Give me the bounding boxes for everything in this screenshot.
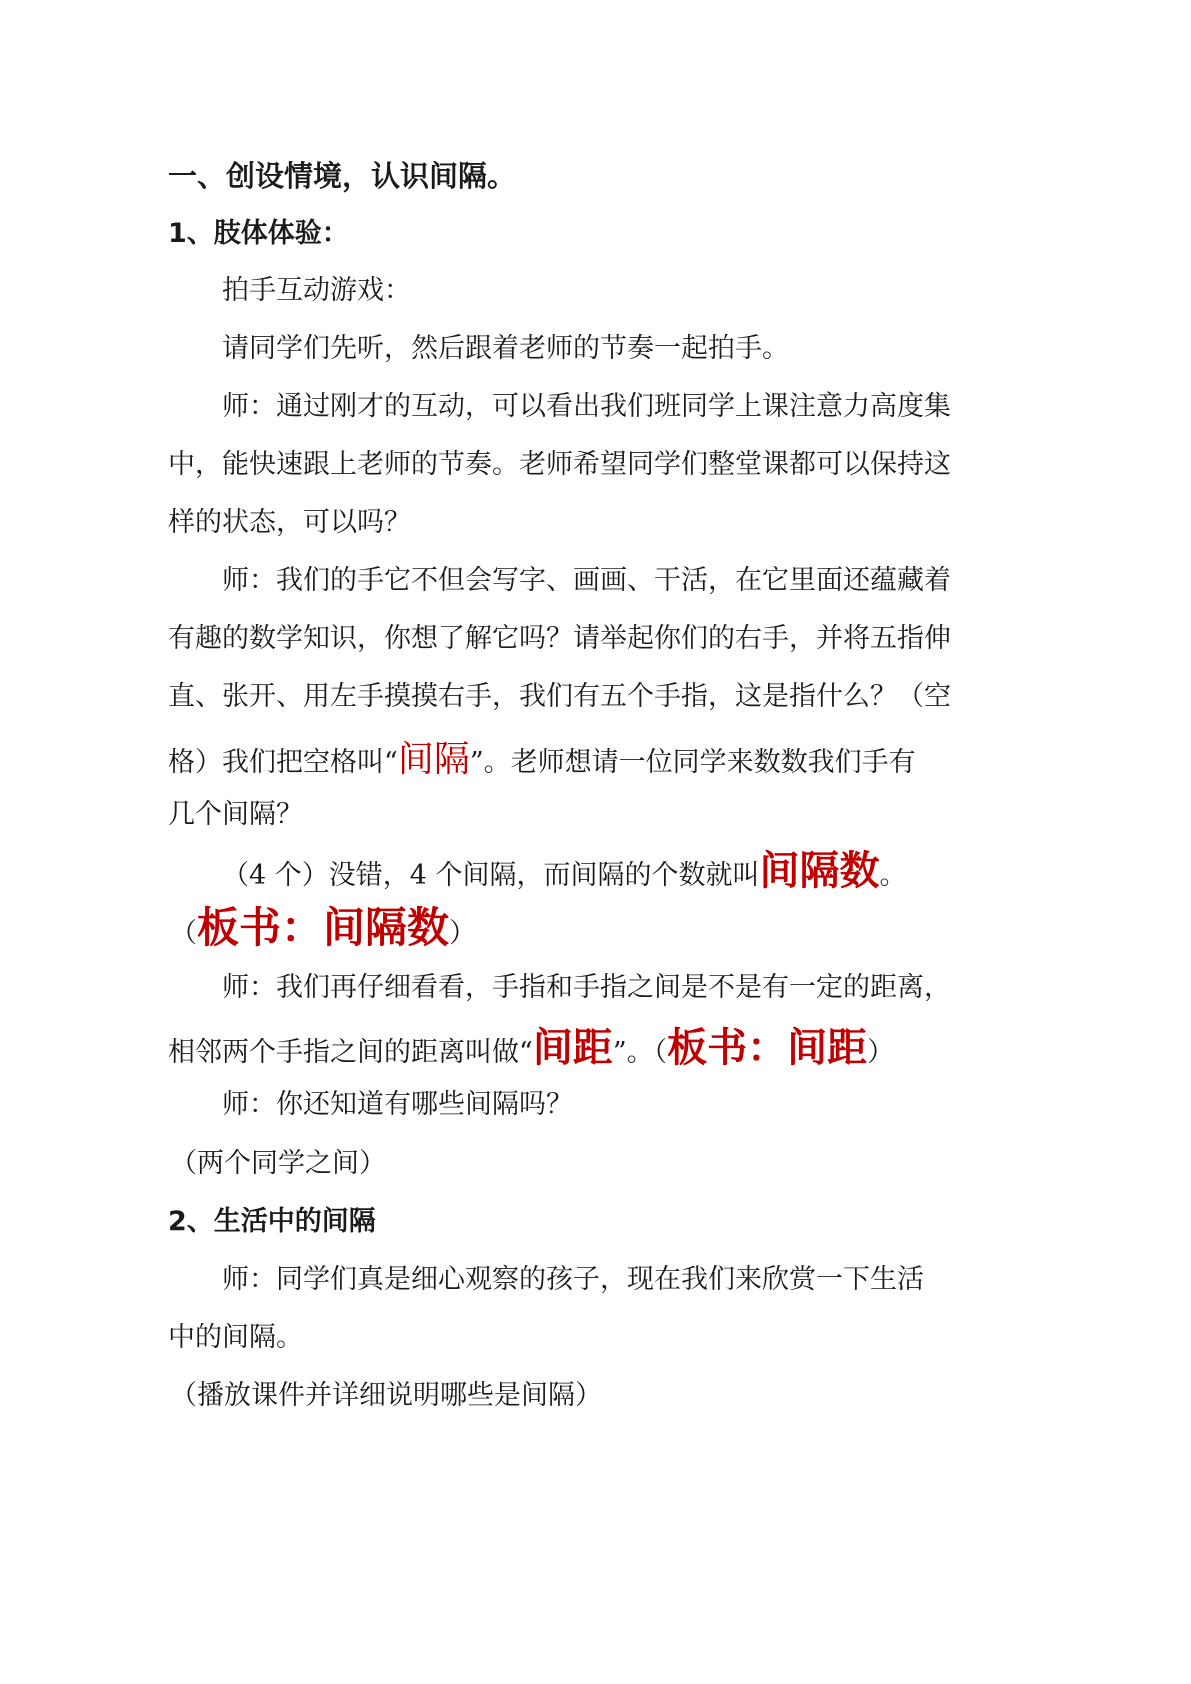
board-open-paren: （	[170, 918, 197, 949]
subheading-life-intervals: 2、生活中的间隔	[168, 1206, 376, 1237]
paragraph-play-courseware: （播放课件并详细说明哪些是间隔）	[170, 1380, 602, 1411]
count-text-b: 。	[879, 860, 907, 891]
line-4-text-b: ”。老师想请一位同学来数数我们手有	[469, 747, 916, 778]
paragraph-teacher-1-line-2: 中，能快速跟上老师的节奏。老师希望同学们整堂课都可以保持这	[168, 449, 951, 480]
paragraph-teacher-1-line-3: 样的状态，可以吗？	[168, 507, 411, 538]
section-heading: 一、创设情境，认识间隔。	[168, 159, 517, 193]
subheading-body-experience: 1、肢体体验：	[168, 218, 349, 249]
board-close-paren: ）	[449, 918, 477, 949]
board-text-spacing: 板书：间距	[667, 1025, 868, 1071]
paragraph-teacher-2-line-5: 几个间隔？	[168, 799, 303, 830]
paragraph-count	[222, 848, 907, 894]
paragraph-teacher-4: 师：你还知道有哪些间隔吗？	[222, 1089, 573, 1120]
highlight-interval: 间隔	[397, 739, 470, 780]
paragraph-teacher-2-line-2: 有趣的数学知识，你想了解它吗？请举起你们的右手，并将五指伸	[168, 623, 951, 654]
count-text-a: （4 个）没错，4 个间隔，而间隔的个数就叫	[222, 860, 760, 891]
paragraph-teacher-2-line-4	[168, 739, 916, 781]
line-4-text-a: 格）我们把空格叫“	[168, 747, 398, 778]
paragraph-game-title: 拍手互动游戏：	[222, 275, 411, 306]
paragraph-teacher-5-line-2: 中的间隔。	[168, 1322, 303, 1353]
highlight-spacing: 间距	[532, 1025, 613, 1071]
t3-text-a: 相邻两个手指之间的距离叫做“	[168, 1037, 533, 1068]
paragraph-teacher-5-line-1: 师：同学们真是细心观察的孩子，现在我们来欣赏一下生活	[222, 1264, 924, 1295]
paragraph-teacher-3-line-1: 师：我们再仔细看看，手指和手指之间是不是有一定的距离，	[222, 972, 951, 1003]
highlight-interval-count: 间隔数	[759, 848, 880, 894]
paragraph-answer: （两个同学之间）	[170, 1148, 386, 1179]
t3-text-c: ）	[867, 1037, 895, 1068]
paragraph-clap-instruction: 请同学们先听，然后跟着老师的节奏一起拍手。	[222, 333, 789, 364]
paragraph-teacher-3-line-2	[168, 1025, 895, 1071]
paragraph-teacher-2-line-1: 师：我们的手它不但会写字、画画、干活，在它里面还蕴藏着	[222, 565, 951, 596]
board-text-interval-count: 板书：间隔数	[197, 903, 450, 952]
paragraph-teacher-2-line-3: 直、张开、用左手摸摸右手，我们有五个手指，这是指什么？（空	[168, 681, 951, 712]
t3-text-b: ”。（	[612, 1037, 668, 1068]
board-note-interval-count	[170, 903, 477, 952]
paragraph-teacher-1-line-1: 师：通过刚才的互动，可以看出我们班同学上课注意力高度集	[222, 391, 951, 422]
